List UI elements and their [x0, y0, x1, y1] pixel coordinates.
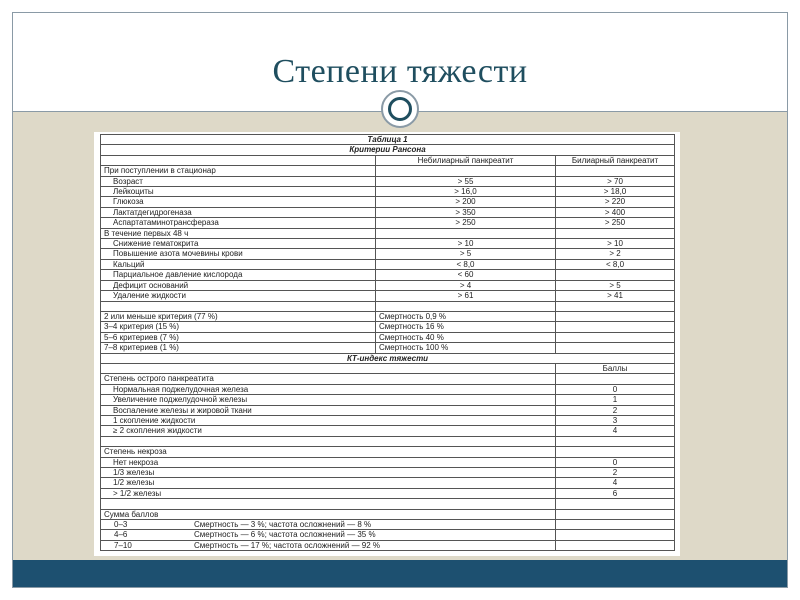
table-row	[101, 426, 675, 436]
ring-ornament-icon	[381, 90, 419, 128]
necrosis-label: 1/2 железы	[101, 478, 556, 488]
table-cell	[101, 363, 556, 373]
criterion-label: Лейкоциты	[101, 187, 376, 197]
table-row	[101, 395, 675, 405]
grade-label: Увеличение поджелудочной железы	[101, 395, 556, 405]
nonbiliary-value: > 350	[376, 207, 556, 217]
table-cell	[376, 228, 556, 238]
table-row	[101, 519, 675, 529]
table-row	[101, 467, 675, 477]
mortality-value: Смертность 16 %	[376, 322, 556, 332]
nonbiliary-value: > 55	[376, 176, 556, 186]
score-range: 4–6	[114, 530, 128, 540]
table-row	[101, 478, 675, 488]
table-cell	[556, 332, 675, 342]
group-row	[101, 374, 675, 384]
ct-index-title: КТ-индекс тяжести	[101, 353, 675, 363]
table-cell	[556, 509, 675, 519]
table-row	[101, 384, 675, 394]
blank-cell	[101, 155, 376, 165]
caption-row	[101, 135, 675, 145]
biliary-value: > 400	[556, 207, 675, 217]
col-header-biliary: Билиарный панкреатит	[556, 155, 675, 165]
biliary-value: > 70	[556, 176, 675, 186]
slide-title: Степени тяжести	[272, 53, 528, 90]
table-row	[101, 530, 675, 540]
points-value: 0	[556, 457, 675, 467]
table-row	[101, 218, 675, 228]
blank-cell	[556, 530, 675, 540]
table-cell	[556, 322, 675, 332]
table-row	[101, 207, 675, 217]
biliary-value: > 41	[556, 291, 675, 301]
table-cell	[556, 311, 675, 321]
necrosis-label: > 1/2 железы	[101, 488, 556, 498]
group-label: Сумма баллов	[101, 509, 556, 519]
table-cell	[556, 343, 675, 353]
score-outcome: Смертность — 3 %; частота осложнений — 8 %	[194, 519, 372, 529]
table-row	[101, 291, 675, 301]
table-row	[101, 176, 675, 186]
biliary-value: > 250	[556, 218, 675, 228]
nonbiliary-value: > 4	[376, 280, 556, 290]
table-cell	[376, 166, 556, 176]
biliary-value: > 2	[556, 249, 675, 259]
score-sum-cell	[101, 530, 556, 540]
biliary-value: < 8,0	[556, 259, 675, 269]
nonbiliary-value: > 5	[376, 249, 556, 259]
nonbiliary-value: > 61	[376, 291, 556, 301]
group-label: Степень некроза	[101, 447, 556, 457]
score-sum-cell	[101, 519, 556, 529]
nonbiliary-value: < 60	[376, 270, 556, 280]
table-row	[101, 239, 675, 249]
points-value: 1	[556, 395, 675, 405]
criteria-table	[100, 134, 675, 551]
table-row	[101, 540, 675, 550]
points-value: 2	[556, 467, 675, 477]
grade-label: Нормальная поджелудочная железа	[101, 384, 556, 394]
table-row	[101, 311, 675, 321]
score-outcome: Смертность — 6 %; частота осложнений — 35 %	[194, 530, 376, 540]
table-cell	[556, 436, 675, 446]
points-value: 6	[556, 488, 675, 498]
header-row	[101, 363, 675, 373]
table-row	[101, 332, 675, 342]
blank-cell	[556, 540, 675, 550]
ranson-table-image	[94, 132, 680, 556]
criterion-label: Лактатдегидрогеназа	[101, 207, 376, 217]
grade-label: 1 скопление жидкости	[101, 415, 556, 425]
nonbiliary-value: < 8,0	[376, 259, 556, 269]
biliary-value: > 10	[556, 239, 675, 249]
table-cell	[376, 301, 556, 311]
points-value: 3	[556, 415, 675, 425]
spacer-row	[101, 499, 675, 509]
necrosis-label: Нет некроза	[101, 457, 556, 467]
score-outcome: Смертность — 17 %; частота осложнений — 92 %	[194, 540, 381, 550]
table-row	[101, 259, 675, 269]
table-row	[101, 415, 675, 425]
criterion-label: Возраст	[101, 176, 376, 186]
group-row	[101, 166, 675, 176]
necrosis-label: 1/3 железы	[101, 467, 556, 477]
table-cell	[556, 447, 675, 457]
table-row	[101, 488, 675, 498]
nonbiliary-value: > 16,0	[376, 187, 556, 197]
nonbiliary-value: > 250	[376, 218, 556, 228]
points-value: 2	[556, 405, 675, 415]
table-cell	[101, 301, 376, 311]
table-cell	[101, 436, 556, 446]
mortality-value: Смертность 0,9 %	[376, 311, 556, 321]
spacer-row	[101, 301, 675, 311]
group-row	[101, 509, 675, 519]
nonbiliary-value: > 200	[376, 197, 556, 207]
section-row	[101, 353, 675, 363]
criterion-label: Кальций	[101, 259, 376, 269]
table-caption: Таблица 1	[101, 135, 675, 145]
criteria-count: 5–6 критериев (7 %)	[101, 332, 376, 342]
table-row	[101, 457, 675, 467]
blank-cell	[556, 519, 675, 529]
biliary-value	[556, 270, 675, 280]
group-row	[101, 447, 675, 457]
criteria-count: 7–8 критериев (1 %)	[101, 343, 376, 353]
criterion-label: Аспартатаминотрансфераза	[101, 218, 376, 228]
biliary-value: > 5	[556, 280, 675, 290]
table-cell	[556, 499, 675, 509]
table-cell	[556, 374, 675, 384]
table-row	[101, 187, 675, 197]
criterion-label: Дефицит оснований	[101, 280, 376, 290]
table-row	[101, 343, 675, 353]
criteria-count: 3–4 критерия (15 %)	[101, 322, 376, 332]
nonbiliary-value: > 10	[376, 239, 556, 249]
footer-bar	[13, 560, 787, 587]
table-cell	[556, 166, 675, 176]
group-label: Степень острого панкреатита	[101, 374, 556, 384]
grade-label: Воспаление железы и жировой ткани	[101, 405, 556, 415]
group-label: В течение первых 48 ч	[101, 228, 376, 238]
points-value: 4	[556, 426, 675, 436]
score-sum-cell	[101, 540, 556, 550]
table-row	[101, 322, 675, 332]
criterion-label: Парциальное давление кислорода	[101, 270, 376, 280]
criterion-label: Повышение азота мочевины крови	[101, 249, 376, 259]
table-row	[101, 249, 675, 259]
ranson-title: Критерии Рансона	[101, 145, 675, 155]
criteria-count: 2 или меньше критерия (77 %)	[101, 311, 376, 321]
points-value: 4	[556, 478, 675, 488]
table-cell	[101, 499, 556, 509]
table-cell	[556, 301, 675, 311]
header-row	[101, 155, 675, 165]
criterion-label: Удаление жидкости	[101, 291, 376, 301]
points-value: 0	[556, 384, 675, 394]
table-row	[101, 270, 675, 280]
biliary-value: > 18,0	[556, 187, 675, 197]
score-range: 7–10	[114, 540, 132, 550]
group-row	[101, 228, 675, 238]
grade-label: ≥ 2 скопления жидкости	[101, 426, 556, 436]
mortality-value: Смертность 40 %	[376, 332, 556, 342]
score-range: 0–3	[114, 519, 128, 529]
section-row	[101, 145, 675, 155]
points-header: Баллы	[556, 363, 675, 373]
table-row	[101, 197, 675, 207]
spacer-row	[101, 436, 675, 446]
table-row	[101, 280, 675, 290]
criterion-label: Снижение гематокрита	[101, 239, 376, 249]
biliary-value: > 220	[556, 197, 675, 207]
table-row	[101, 405, 675, 415]
col-header-nonbiliary: Небилиарный панкреатит	[376, 155, 556, 165]
table-cell	[556, 228, 675, 238]
criterion-label: Глюкоза	[101, 197, 376, 207]
group-label: При поступлении в стационар	[101, 166, 376, 176]
mortality-value: Смертность 100 %	[376, 343, 556, 353]
